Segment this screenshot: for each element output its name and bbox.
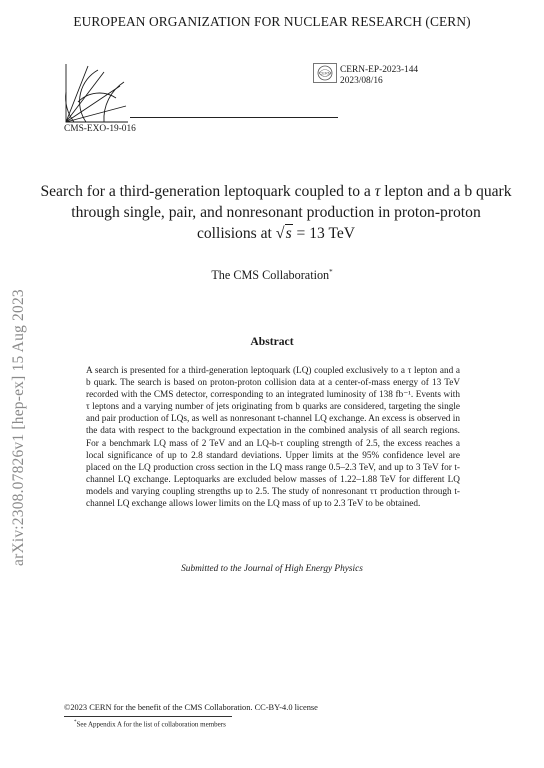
arxiv-sidebar: [4, 236, 32, 566]
cms-note-id: CMS-EXO-19-016: [64, 124, 136, 134]
authors: The CMS Collaboration: [211, 268, 330, 283]
cern-logo-icon: [313, 63, 337, 83]
svg-text:CERN: CERN: [319, 70, 331, 76]
sqrt-symbol: √: [275, 225, 285, 242]
header-rule: [130, 117, 338, 118]
abstract-heading: Abstract: [250, 335, 294, 348]
submitted-to: Submitted to the Journal of High Energy Physics: [181, 564, 363, 574]
sqrt-s: [276, 223, 293, 244]
title-part2: lepton and a b quark through single, pair, and nonresonant production in proton-proton collisions at: [71, 183, 512, 242]
copyright-notice: ©2023 CERN for the benefit of the CMS Collaboration. CC-BY-4.0 license: [64, 703, 318, 712]
paper-title: [40, 181, 512, 244]
author-line: [0, 268, 544, 283]
abstract-body: A search is presented for a third-generation leptoquark (LQ) coupled exclusively to a τ lepton and a b quark. The search is based on proton-proton collision data at a center-of-mass energy of 13 TeV recorded with the CMS detector, corresponding to an integrated luminosity of 138 fb⁻¹. Events with τ leptons and a varying number of jets originating from b quarks are considered, targeting the single and pair production of LQs, as well as nonresonant t-channel LQ exchange. An excess is observed in the data with respect to the background expectation in the combined analysis of all search regions. For a benchmark LQ mass of 2 TeV and an LQ-b-τ coupling strength of 2.5, the excess reaches a local significance of up to 2.8 standard deviations. Upper limits at the 95% confidence level are placed on the LQ production cross section in the LQ mass range 0.5–2.3 TeV, and up to 3 TeV for t-channel LQ exchange. Leptoquarks are excluded below masses of 1.22–1.88 TeV for different LQ models and varying coupling strengths up to 2.5. The study of nonresonant ττ production through t-channel LQ exchange allows lower limits on the LQ mass of up to 2.3 TeV to be obtained.: [86, 366, 460, 510]
title-part1: Search for a third-generation leptoquark coupled to a: [40, 183, 375, 200]
title-tau: τ: [374, 183, 381, 200]
report-date: 2023/08/16: [340, 76, 383, 86]
footnote-rule: [64, 716, 232, 717]
organization-header: EUROPEAN ORGANIZATION FOR NUCLEAR RESEARCH (CERN): [73, 14, 471, 29]
report-number: CERN-EP-2023-144: [340, 65, 419, 75]
footnote: [74, 720, 226, 728]
author-footnote-marker: *: [329, 268, 333, 276]
footnote-text: See Appendix A for the list of collaboration members: [76, 720, 226, 729]
sqrt-arg: s: [285, 225, 292, 242]
arxiv-id[interactable]: arXiv:2308.07826v1 [hep-ex] 15 Aug 2023: [10, 289, 27, 566]
footnote-marker: *: [74, 720, 77, 725]
cms-logo-icon: [64, 62, 130, 124]
title-part3: = 13 TeV: [292, 225, 356, 242]
